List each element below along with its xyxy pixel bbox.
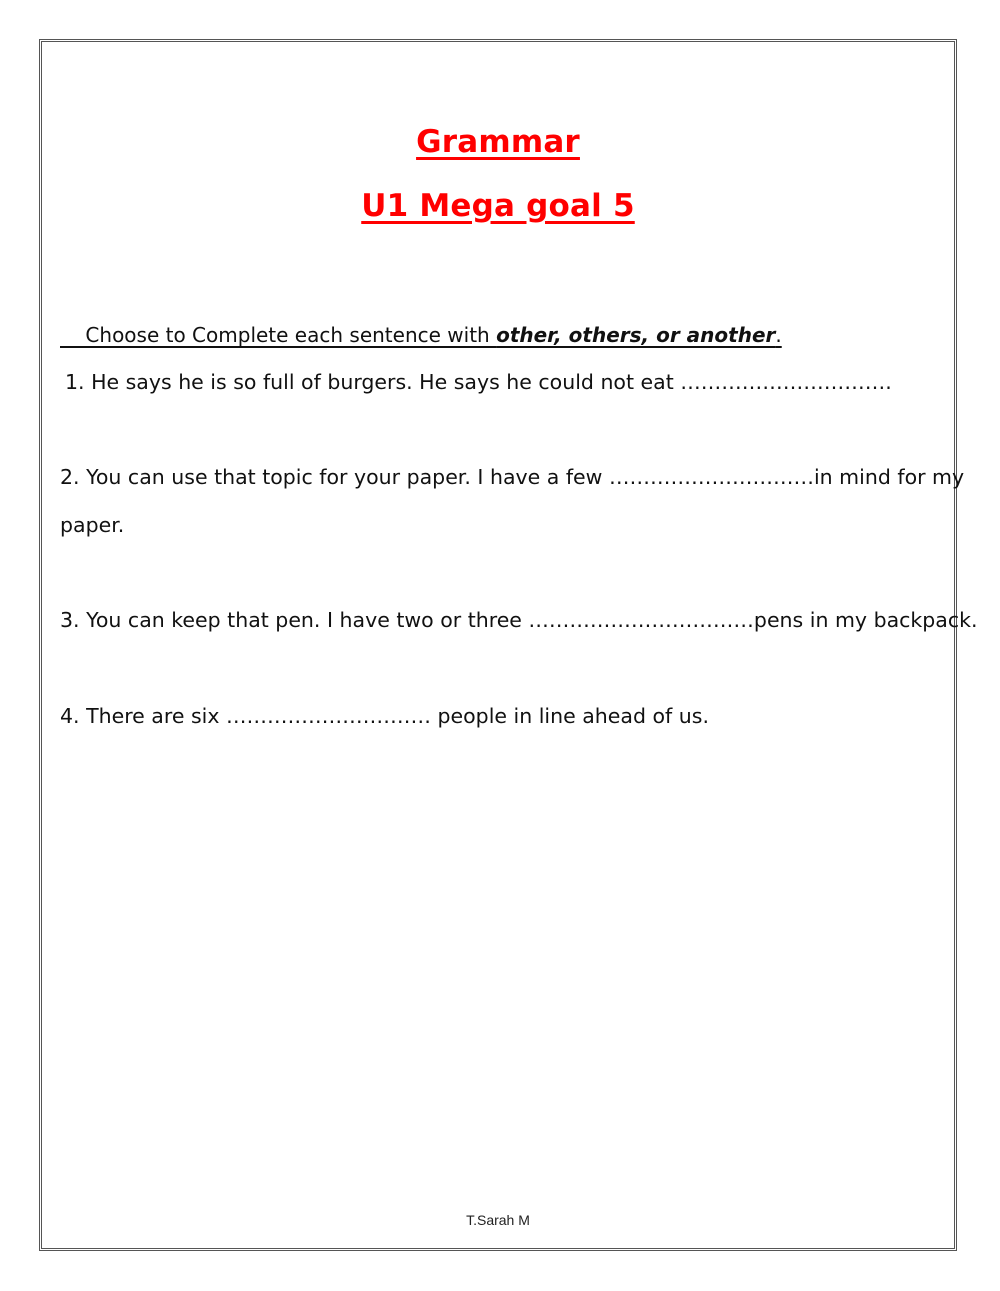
instruction-text: Choose to Complete each sentence with [60,323,497,347]
sentence-3: 3. You can keep that pen. I have two or three ……………………………pens in my backpack. [60,608,978,632]
sentence-1: 1. He says he is so full of burgers. He says he could not eat …………………………. [65,370,892,394]
instruction-period: . [775,323,782,347]
worksheet-subtitle: U1 Mega goal 5 [361,188,635,224]
instruction-line [60,323,782,347]
worksheet-page [39,39,978,1251]
sentence-2: 2. You can use that topic for your paper. I have a few …………………………in mind for my [60,465,965,489]
footer-author: T.Sarah M [466,1212,530,1228]
sentence-4: 4. There are six ………………………… people in line ahead of us. [60,704,709,728]
worksheet-title: Grammar [416,124,580,160]
sentence-2-continuation: paper. [60,513,125,537]
instruction-options: other, others, or another [496,323,776,347]
